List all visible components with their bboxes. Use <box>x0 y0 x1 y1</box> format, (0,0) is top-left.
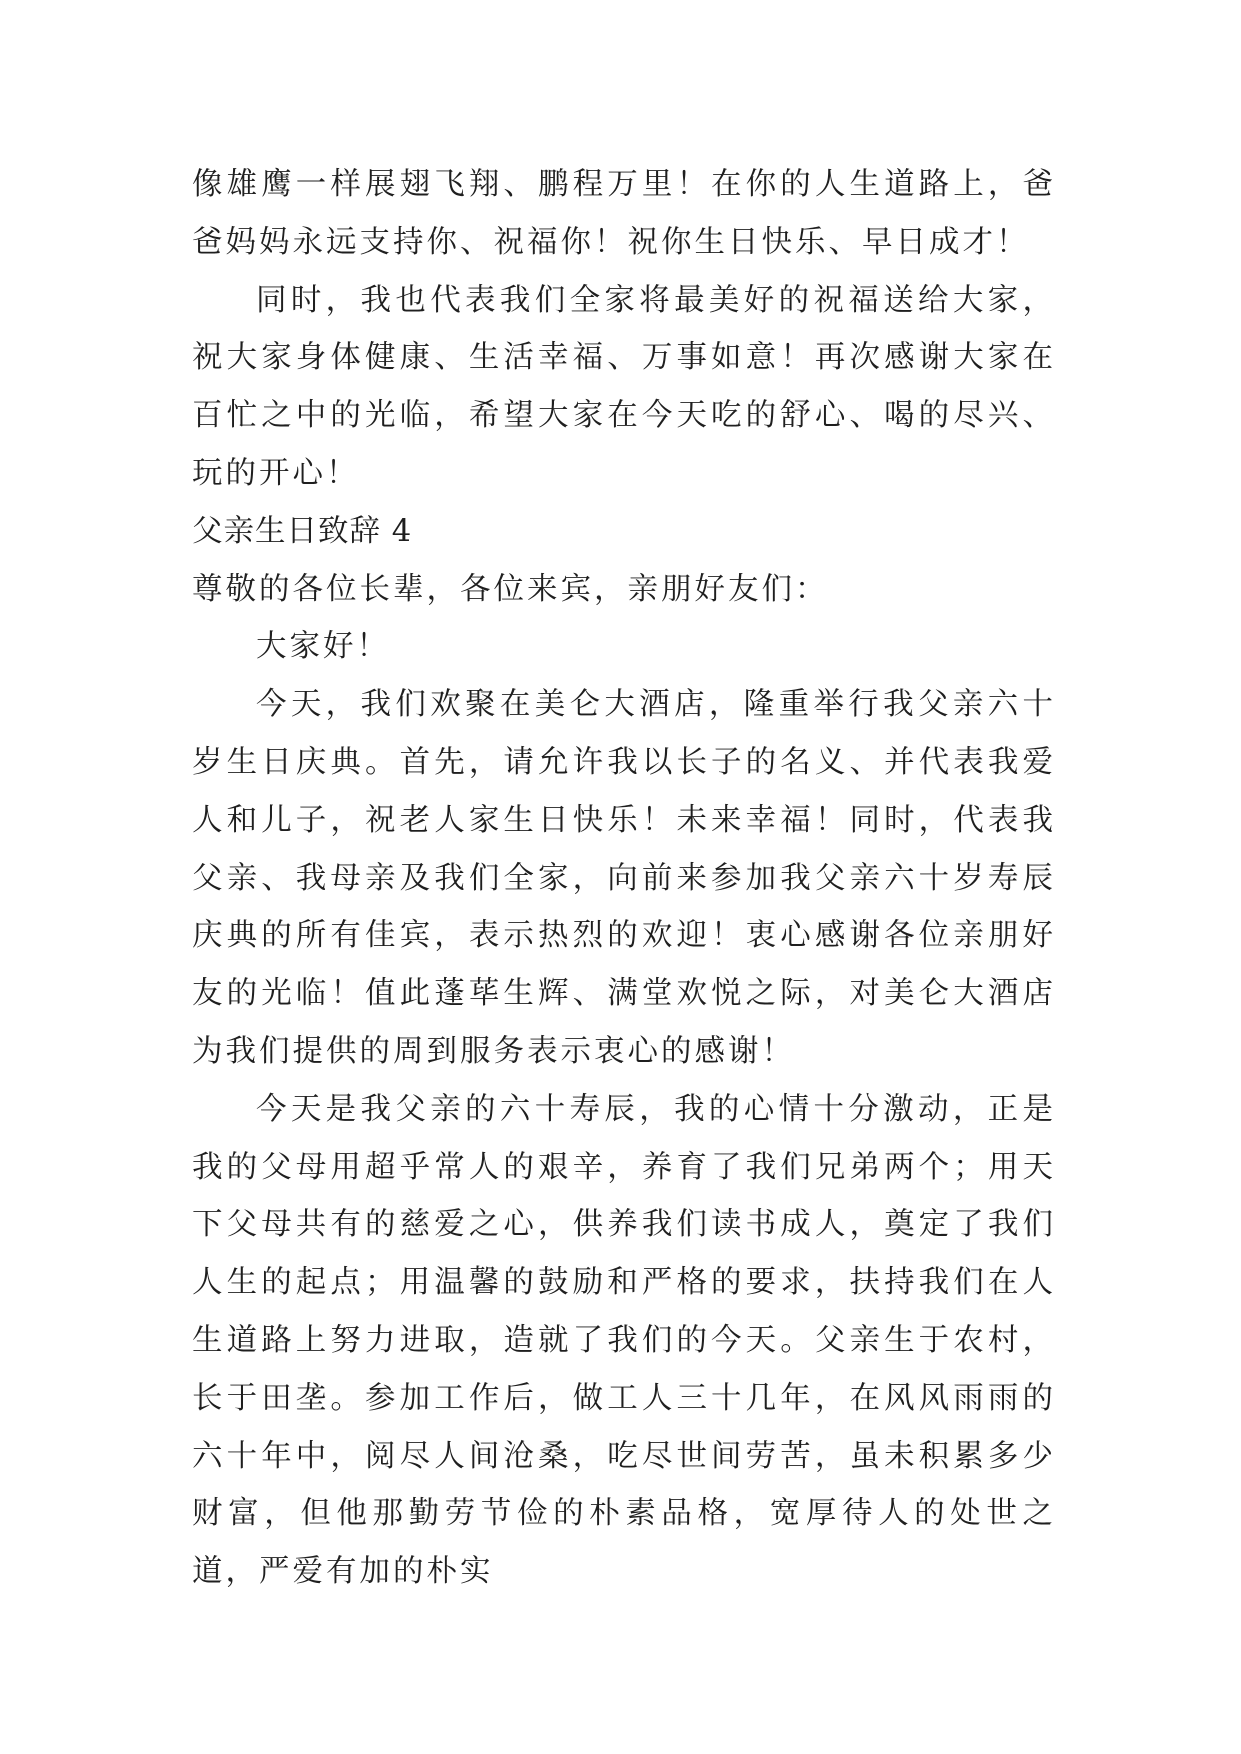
paragraph-blessing-end: 像雄鹰一样展翅飞翔、鹏程万里！在你的人生道路上，爸爸妈妈永远支持你、祝福你！祝你生日快乐、早日成才！ <box>192 167 1056 260</box>
paragraph-salutation: 尊敬的各位长辈，各位来宾，亲朋好友们： <box>192 571 829 607</box>
paragraph-thanks-guests: 同时，我也代表我们全家将最美好的祝福送给大家，祝大家身体健康、生活幸福、万事如意！再次感谢大家在百忙之中的光临，希望大家在今天吃的舒心、喝的尽兴、玩的开心！ <box>192 282 1056 491</box>
section-heading: 父亲生日致辞 4 <box>192 513 413 549</box>
document-body <box>192 156 1056 1601</box>
paragraph-father-tribute: 今天是我父亲的六十寿辰，我的心情十分激动，正是我的父母用超乎常人的艰辛，养育了我们兄弟两个；用天下父母共有的慈爱之心，供养我们读书成人，奠定了我们人生的起点；用温馨的鼓励和严格的要求，扶持我们在人生道路上努力进取，造就了我们的今天。父亲生于农村，长于田垄。参加工作后，做工人三十几年，在风风雨雨的六十年中，阅尽人间沧桑，吃尽世间劳苦，虽未积累多少财富，但他那勤劳节俭的朴素品格，宽厚待人的处世之道，严爱有加的朴实 <box>192 1091 1056 1590</box>
paragraph-celebration: 今天，我们欢聚在美仑大酒店，隆重举行我父亲六十岁生日庆典。首先，请允许我以长子的名义、并代表我爱人和儿子，祝老人家生日快乐！未来幸福！同时，代表我父亲、我母亲及我们全家，向前来参加我父亲六十岁寿辰庆典的所有佳宾，表示热烈的欢迎！衷心感谢各位亲朋好友的光临！值此蓬荜生辉、满堂欢悦之际，对美仑大酒店为我们提供的周到服务表示衷心的感谢！ <box>192 687 1056 1069</box>
paragraph-greeting: 大家好！ <box>256 629 390 665</box>
